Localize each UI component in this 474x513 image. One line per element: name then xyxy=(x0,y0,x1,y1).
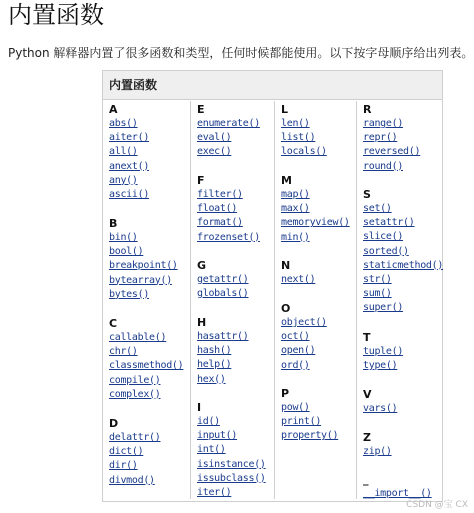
function-link[interactable]: dir() xyxy=(109,460,138,472)
function-link[interactable]: reversed() xyxy=(363,146,421,158)
function-link[interactable]: bytes() xyxy=(109,288,150,300)
letter-heading-r: R xyxy=(363,103,372,116)
letter-heading-z: Z xyxy=(363,431,371,444)
function-link[interactable]: complex() xyxy=(109,388,161,400)
function-link[interactable]: all() xyxy=(109,146,138,158)
function-link[interactable]: len() xyxy=(281,118,310,129)
function-link[interactable]: bin() xyxy=(109,232,138,243)
function-link[interactable]: super() xyxy=(363,302,404,314)
function-link[interactable]: format() xyxy=(197,217,243,229)
function-link[interactable]: map() xyxy=(281,189,310,200)
function-link[interactable]: setattr() xyxy=(363,217,415,229)
function-link[interactable]: callable() xyxy=(109,332,167,343)
function-link[interactable]: bool() xyxy=(109,246,144,258)
letter-heading-a: A xyxy=(109,103,118,116)
function-link[interactable]: object() xyxy=(281,317,327,328)
function-link[interactable]: anext() xyxy=(109,160,150,172)
function-link[interactable]: pow() xyxy=(281,402,310,413)
function-link[interactable]: hash() xyxy=(197,345,232,357)
intro-paragraph: Python 解释器内置了很多函数和类型，任何时候都能使用。以下按字母顺序给出列表。 xyxy=(8,46,474,60)
function-link[interactable]: help() xyxy=(197,359,232,371)
function-link[interactable]: any() xyxy=(109,174,138,186)
function-link[interactable]: sum() xyxy=(363,288,392,300)
table-column-4 xyxy=(356,101,443,499)
letter-heading-m: M xyxy=(281,174,292,187)
letter-heading-d: D xyxy=(109,417,119,430)
function-link[interactable]: iter() xyxy=(197,487,232,498)
function-link[interactable]: frozenset() xyxy=(197,231,260,243)
function-link[interactable]: hasattr() xyxy=(197,331,249,342)
table-column-1 xyxy=(103,101,189,499)
function-link[interactable]: hex() xyxy=(197,373,226,385)
function-link[interactable]: sorted() xyxy=(363,245,409,257)
function-link[interactable]: range() xyxy=(363,118,404,129)
letter-heading-c: C xyxy=(109,317,118,330)
table-column-3 xyxy=(274,101,356,499)
function-link[interactable]: ascii() xyxy=(109,189,150,200)
function-link[interactable]: breakpoint() xyxy=(109,260,178,272)
function-link[interactable]: staticmethod() xyxy=(363,259,444,271)
function-link[interactable]: exec() xyxy=(197,146,232,158)
function-link[interactable]: chr() xyxy=(109,346,138,358)
function-link[interactable]: compile() xyxy=(109,374,161,386)
builtin-functions-table xyxy=(102,70,443,502)
function-link[interactable]: abs() xyxy=(109,118,138,129)
letter-heading-o: O xyxy=(281,302,291,315)
function-link[interactable]: ord() xyxy=(281,359,310,371)
letter-heading-i: I xyxy=(197,401,202,414)
function-link[interactable]: max() xyxy=(281,203,310,215)
letter-heading-n: N xyxy=(281,259,291,272)
function-link[interactable]: repr() xyxy=(363,132,398,144)
function-link[interactable]: divmod() xyxy=(109,474,155,486)
function-link[interactable]: vars() xyxy=(363,403,398,414)
function-link[interactable]: property() xyxy=(281,430,339,442)
function-link[interactable]: dict() xyxy=(109,446,144,458)
function-link[interactable]: tuple() xyxy=(363,346,404,357)
function-link[interactable]: memoryview() xyxy=(281,217,350,229)
function-link[interactable]: int() xyxy=(197,444,226,456)
function-link[interactable]: filter() xyxy=(197,189,243,200)
function-link[interactable]: delattr() xyxy=(109,432,161,443)
letter-heading-s: S xyxy=(363,188,371,201)
letter-heading-f: F xyxy=(197,174,205,187)
function-link[interactable]: list() xyxy=(281,132,316,144)
function-link[interactable]: classmethod() xyxy=(109,360,184,372)
function-link[interactable]: float() xyxy=(197,203,238,215)
letter-heading-v: V xyxy=(363,388,372,401)
function-link[interactable]: issubclass() xyxy=(197,472,266,484)
function-link[interactable]: bytearray() xyxy=(109,274,172,286)
function-link[interactable]: eval() xyxy=(197,132,232,144)
watermark: CSDN @宝 CX xyxy=(406,500,468,510)
page-title: 内置函数 xyxy=(8,1,104,29)
function-link[interactable]: next() xyxy=(281,274,316,285)
function-link[interactable]: id() xyxy=(197,416,220,427)
letter-heading-b: B xyxy=(109,217,118,230)
letter-heading-p: P xyxy=(281,387,290,400)
letter-heading-l: L xyxy=(281,103,289,116)
function-link[interactable]: zip() xyxy=(363,446,392,457)
table-header: 内置函数 xyxy=(103,71,442,100)
function-link[interactable]: aiter() xyxy=(109,132,150,144)
function-link[interactable]: type() xyxy=(363,360,398,372)
function-link[interactable]: input() xyxy=(197,430,238,442)
function-link[interactable]: enumerate() xyxy=(197,118,260,129)
function-link[interactable]: str() xyxy=(363,274,392,285)
function-link[interactable]: __import__() xyxy=(363,488,432,499)
letter-heading-e: E xyxy=(197,103,205,116)
function-link[interactable]: oct() xyxy=(281,331,310,343)
letter-heading-g: G xyxy=(197,259,207,272)
function-link[interactable]: set() xyxy=(363,203,392,214)
function-link[interactable]: locals() xyxy=(281,146,327,158)
letter-heading-t: T xyxy=(363,331,371,344)
function-link[interactable]: getattr() xyxy=(197,274,249,285)
function-link[interactable]: globals() xyxy=(197,288,249,300)
function-link[interactable]: slice() xyxy=(363,231,404,243)
function-link[interactable]: print() xyxy=(281,416,322,428)
function-link[interactable]: open() xyxy=(281,345,316,357)
function-link[interactable]: round() xyxy=(363,160,404,172)
letter-heading-h: H xyxy=(197,316,207,329)
function-link[interactable]: isinstance() xyxy=(197,458,266,470)
function-link[interactable]: min() xyxy=(281,231,310,243)
letter-heading-underscore: _ xyxy=(363,473,369,486)
table-column-2 xyxy=(190,101,274,499)
